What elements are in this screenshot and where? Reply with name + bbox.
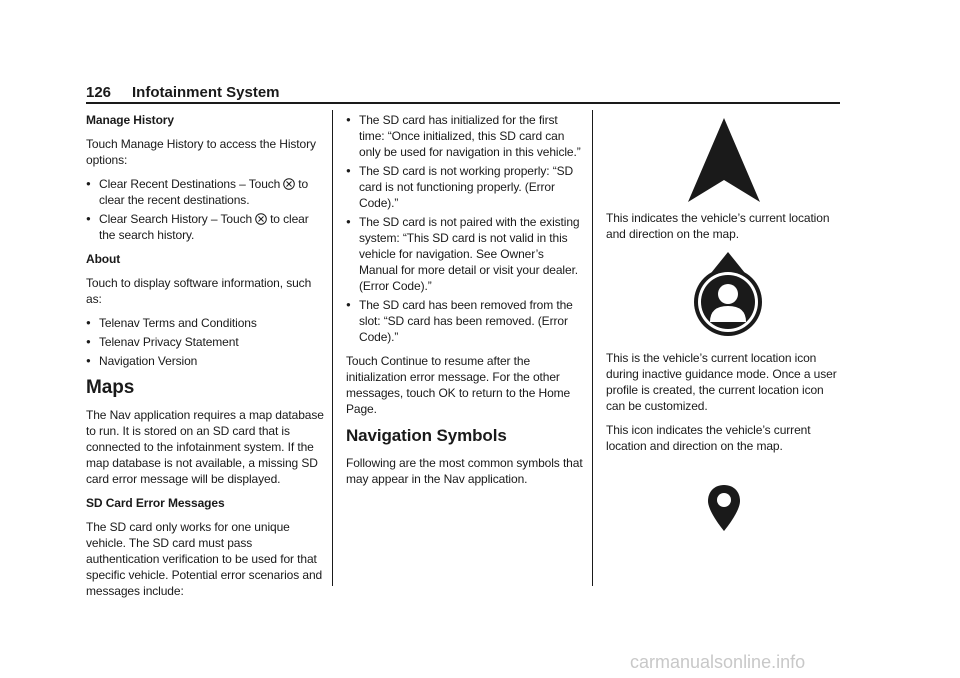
- list-item: ● The SD card has initialized for the first time: “Once initialized, this SD card can only be used for navigation in this vehicle.”: [346, 112, 584, 160]
- map-pin-icon: [707, 484, 741, 532]
- sd-card-paragraph: The SD card only works for one unique vehicle. The SD card must pass authentication verification to be used for that specific vehicle. Potential error scenarios and messages include:: [86, 520, 323, 598]
- watermark: carmanualsonline.info: [630, 652, 806, 672]
- column-divider: [592, 110, 593, 586]
- manage-history-heading: Manage History: [86, 113, 174, 127]
- list-item: ● Navigation Version: [86, 353, 324, 369]
- navigation-symbols-heading: Navigation Symbols: [346, 426, 507, 445]
- maps-paragraph: The Nav application requires a map database to run. It is stored on an SD card that is connected to the infotainment system. If the map database is not available, a missing SD card error message will be displayed.: [86, 408, 324, 486]
- about-heading: About: [86, 252, 121, 266]
- column-middle: [346, 112, 584, 495]
- column-left: [86, 112, 324, 607]
- list-item: ● Telenav Privacy Statement: [86, 334, 324, 350]
- section-title: Infotainment System: [132, 84, 280, 101]
- profile-location-icon: [693, 250, 763, 340]
- x-circle-icon: [283, 178, 295, 190]
- vehicle-arrow-icon: [686, 116, 762, 204]
- page-header: [86, 84, 840, 104]
- page-number: 126: [86, 84, 112, 101]
- header-rule: [86, 102, 840, 104]
- profile-description-1: This is the vehicle’s current location icon during inactive guidance mode. Once a user profile is created, the current location icon can be customized.: [606, 351, 837, 413]
- arrow-description: This indicates the vehicle’s current location and direction on the map.: [606, 211, 830, 241]
- list-item: ● The SD card is not paired with the existing system: “This SD card is not valid in this vehicle for navigation. See Owner’s Manual for more detail or visit your dealer. (Error Code).”: [346, 214, 584, 294]
- column-divider: [332, 110, 333, 586]
- continue-paragraph: Touch Continue to resume after the initialization error message. For the other messages, touch OK to return to the Home Page.: [346, 354, 571, 416]
- manage-history-list: [86, 176, 324, 243]
- list-item: ● Clear Recent Destinations – Touch to clear the recent destinations.: [86, 176, 324, 208]
- navigation-symbols-paragraph: Following are the most common symbols that may appear in the Nav application.: [346, 456, 583, 486]
- about-list: [86, 315, 324, 369]
- list-item: ● Clear Search History – Touch to clear the search history.: [86, 211, 324, 243]
- x-circle-icon: [255, 213, 267, 225]
- list-item: ● Telenav Terms and Conditions: [86, 315, 324, 331]
- list-item: ● The SD card has been removed from the slot: “SD card has been removed. (Error Code).”: [346, 297, 584, 345]
- manage-history-intro: Touch Manage History to access the History options:: [86, 137, 316, 167]
- sd-error-list: [346, 112, 584, 345]
- profile-description-2: This icon indicates the vehicle’s current location and direction on the map.: [606, 423, 811, 453]
- column-right: [606, 112, 840, 532]
- list-item: ● The SD card is not working properly: “SD card is not functioning properly. (Error Code).”: [346, 163, 584, 211]
- maps-heading: Maps: [86, 377, 135, 398]
- about-intro: Touch to display software information, such as:: [86, 276, 312, 306]
- sd-card-errors-heading: SD Card Error Messages: [86, 496, 225, 510]
